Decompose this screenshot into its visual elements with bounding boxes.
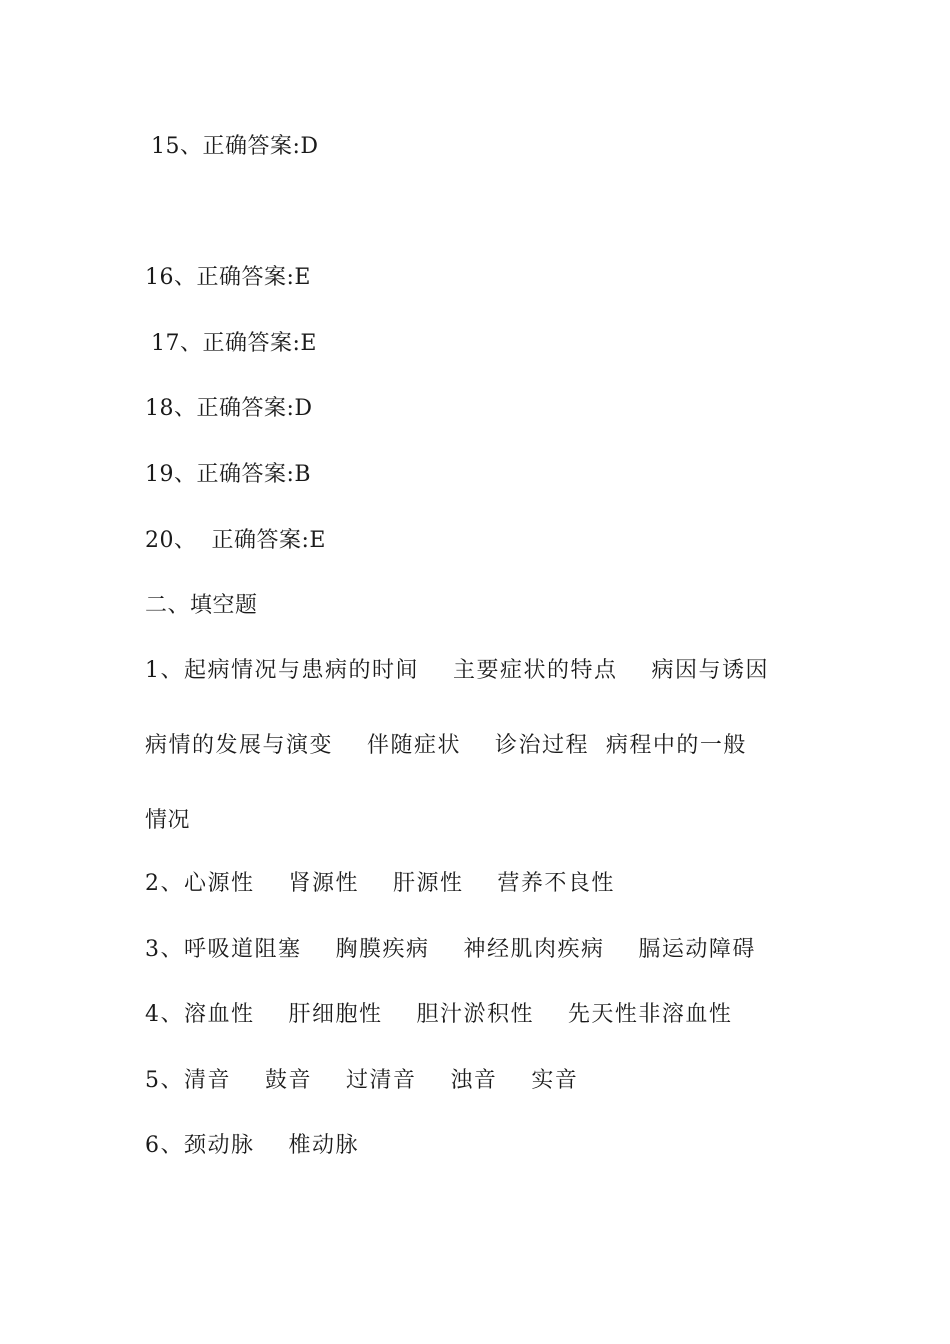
fill-in-5: 5、清音 鼓音 过清音 浊音 实音 bbox=[145, 1068, 579, 1093]
section-title: 二、填空题 bbox=[145, 593, 258, 618]
answer-17: 17、正确答案:E bbox=[151, 331, 317, 356]
fill-in-6: 6、颈动脉 椎动脉 bbox=[145, 1133, 359, 1158]
answer-16: 16、正确答案:E bbox=[145, 265, 311, 290]
fill-in-1: 1、起病情况与患病的时间 主要症状的特点 病因与诱因 bbox=[145, 658, 769, 683]
fill-in-4: 4、溶血性 肝细胞性 胆汁淤积性 先天性非溶血性 bbox=[145, 1002, 733, 1027]
fill-in-2: 2、心源性 肾源性 肝源性 营养不良性 bbox=[145, 871, 615, 896]
answer-15: 15、正确答案:D bbox=[151, 134, 319, 159]
fill-in-1-cont2: 情况 bbox=[145, 808, 191, 833]
fill-in-1-cont: 病情的发展与演变 伴随症状 诊治过程 病程中的一般 bbox=[145, 733, 747, 758]
answer-18: 18、正确答案:D bbox=[145, 396, 313, 421]
fill-in-3: 3、呼吸道阻塞 胸膜疾病 神经肌肉疾病 膈运动障碍 bbox=[145, 937, 756, 962]
answer-20: 20、 正确答案:E bbox=[145, 528, 326, 553]
answer-19: 19、正确答案:B bbox=[145, 462, 312, 487]
